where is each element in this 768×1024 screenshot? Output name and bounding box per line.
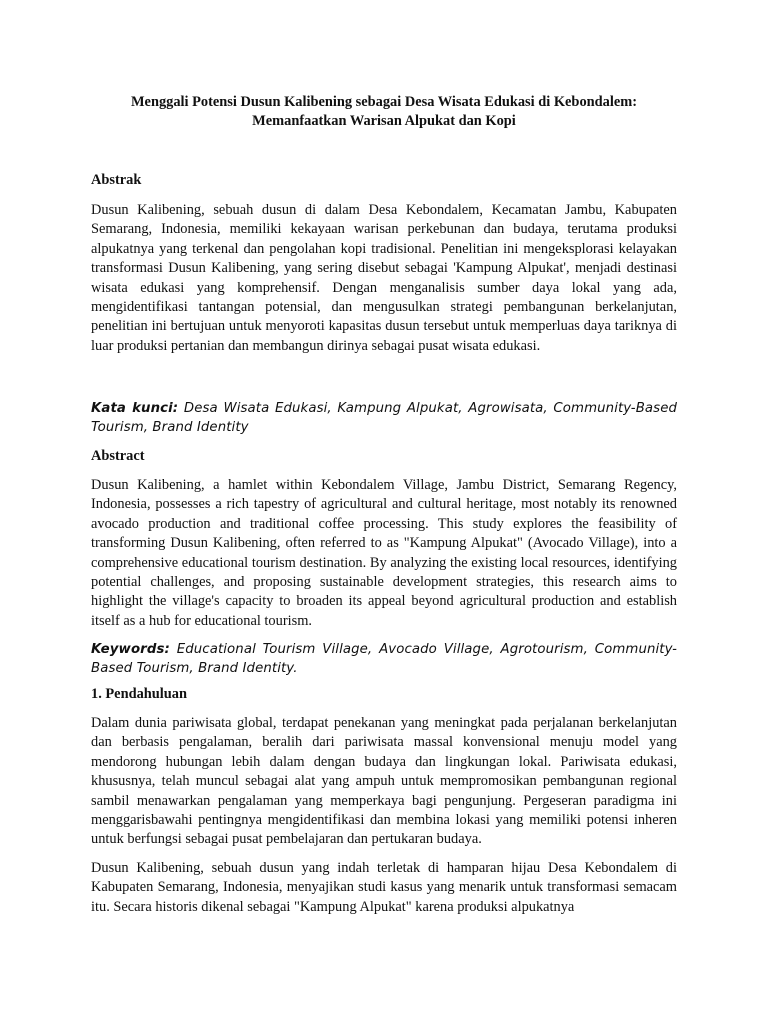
abstract-heading: Abstract — [91, 448, 145, 464]
pendahuluan-heading: 1. Pendahuluan — [91, 686, 187, 702]
abstract-body: Dusun Kalibening, a hamlet within Kebondalem Village, Jambu District, Semarang Regency, Indonesia, possesses a rich tapestry of agricultural and cultural heritage, most notably its renowned avocado production and traditional coffee processing. This study explores the feasibility of transforming Dusun Kalibening, often referred to as "Kampung Alpukat" (Avocado Village), into a comprehensive educational tourism destination. By analyzing the existing local resources, identifying potential challenges, and proposing sustainable development strategies, this research aims to highlight the village's capacity to broaden its appeal beyond agricultural production and establish itself as a hub for educational tourism. — [91, 477, 677, 629]
kata-kunci-text: Desa Wisata Edukasi, Kampung Alpukat, Agrowisata, Community-Based Tourism, Brand Identity — [91, 401, 678, 435]
paper-title — [91, 93, 677, 131]
pendahuluan-paragraph-1: Dalam dunia pariwisata global, terdapat penekanan yang meningkat pada perjalanan berkelanjutan dan berbasis pengalaman, beralih dari pariwisata massal konvensional menuju model yang mendorong hubungan lebih dalam dengan budaya dan lingkungan lokal. Pariwisata edukasi, khususnya, telah muncul sebagai alat yang ampuh untuk mempromosikan pembangunan regional sambil menawarkan pengalaman yang memperkaya bagi pengunjung. Pergeseran paradigma ini menggarisbawahi pentingnya mengidentifikasi dan membina lokasi yang memiliki potensi inheren untuk berfungsi sebagai pusat pembelajaran dan pertukaran budaya. — [91, 715, 677, 848]
paper-title-line-1: Menggali Potensi Dusun Kalibening sebagai Desa Wisata Edukasi di Kebondalem: — [130, 94, 638, 110]
pendahuluan-paragraph-2: Dusun Kalibening, sebuah dusun yang indah terletak di hamparan hijau Desa Kebondalem di Kabupaten Semarang, Indonesia, menyajikan studi kasus yang menarik untuk transformasi semacam itu. Secara historis dikenal sebagai "Kampung Alpukat" karena produksi alpukatnya — [91, 860, 677, 915]
kata-kunci-label: Kata kunci: — [91, 401, 179, 416]
kata-kunci — [91, 399, 677, 437]
abstrak-body: Dusun Kalibening, sebuah dusun di dalam Desa Kebondalem, Kecamatan Jambu, Kabupaten Semarang, Indonesia, memiliki kekayaan warisan perkebunan dan budaya, terutama produksi alpukatnya yang terkenal dan pengolahan kopi tradisional. Penelitian ini mengeksplorasi kelayakan transformasi Dusun Kalibening, yang sering disebut sebagai 'Kampung Alpukat', menjadi destinasi wisata edukasi yang komprehensif. Dengan menganalisis sumber daya lokal yang ada, mengidentifikasi tantangan potensial, dan mengusulkan strategi pembangunan berkelanjutan, penelitian ini bertujuan untuk menyoroti kapasitas dusun tersebut untuk memperluas daya tariknya di luar produksi pertanian dan membangun dirinya sebagai pusat wisata edukasi. — [91, 202, 677, 354]
keywords — [91, 640, 677, 678]
keywords-label: Keywords: — [91, 642, 170, 657]
keywords-text: Educational Tourism Village, Avocado Village, Agrotourism, Community-Based Tourism, Brand Identity. — [91, 642, 677, 676]
paper-title-line-2: Memanfaatkan Warisan Alpukat dan Kopi — [252, 113, 516, 129]
abstrak-heading: Abstrak — [91, 172, 142, 188]
